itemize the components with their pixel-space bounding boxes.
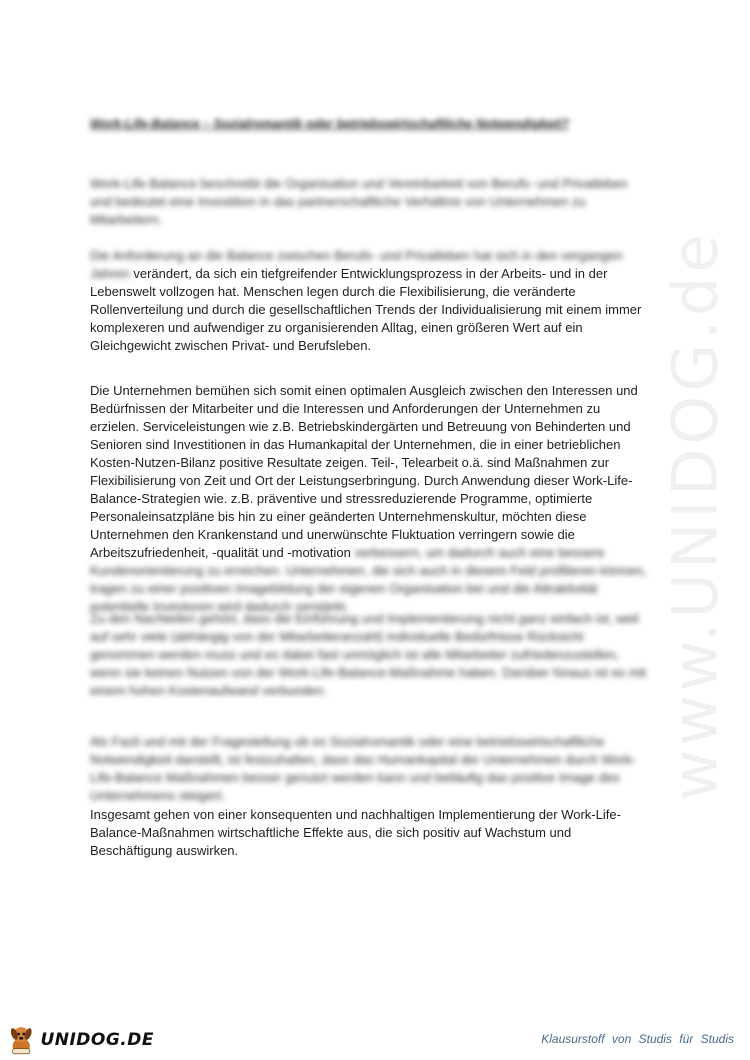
logo-text: UNIDOG.DE — [40, 1030, 154, 1050]
paragraph-conclusion: Als Fazit und mit der Fragestellung ob es Sozialromantik oder eine betriebswirtschaftliche Notwendigkeit darstellt, ist festzuhalten, dass das Humankapital der Unternehmen durch Work-Life-Balance Maßnahmen besser genutzt werden kann und beiläufig das positive Image des Unternehmens steigert. — [90, 734, 637, 803]
paragraph-requirements-text: verändert, da sich ein tiefgreifender Entwicklungsprozess in der Arbeits- und in der Lebenswelt vollzogen hat. Menschen legen durch die Flexibilisierung, die veränderte Rollenverteilung und durch die gesellschaftlichen Trends der Individualisierung mit einem immer komplexeren und aufwendiger zu organisierenden Alltag, einen größeren Wert auf ein Gleichgewicht zwischen Privat- und Berufsleben. — [90, 266, 642, 353]
paragraph-companies-blurred-text: verbessern, um dadurch auch eine bessere Kundenorientierung zu erreichen. Unternehmen, die sich auch in diesem Feld profilieren können, tragen zu einer positiven Imagebildung der eigenen Organisation bei und die Attraktivität potentielle Investoren wird dadurch verstärkt. — [90, 545, 647, 614]
paragraph-companies-text: Die Unternehmen bemühen sich somit einen optimalen Ausgleich zwischen den Interessen und Bedürfnissen der Mitarbeiter und die Interessen und Anforderungen der Unternehmen zu erzielen. Serviceleistungen wie z.B. Betriebskindergärten und Betreuung von Behinderten und Senioren sind Investitionen in das Humankapital der Unternehmen, die in einer betrieblichen Kosten-Nutzen-Bilanz positive Resultate zeigen. Teil-, Telearbeit o.ä. sind Maßnahmen zur Flexibilisierung von Zeit und Ort der Leistungserbringung. Durch Anwendung dieser Work-Life-Balance-Strategien wie. z.B. präventive und stressreduzierende Programme, optimierte Personaleinsatzpläne bis hin zu einer geänderten Unternehmenskultur, möchten diese Unternehmen den Krankenstand und unerwünschte Fluktuation verringern sowie die Arbeitszufriedenheit, -qualität und -motivation — [90, 383, 638, 560]
paragraph-requirements — [90, 247, 650, 355]
dog-mascot-icon — [4, 1020, 38, 1060]
unidog-logo[interactable] — [4, 1020, 154, 1060]
document-title: Work-Life-Balance – Sozialromantik oder betriebswirtschaftliche Notwendigkeit? — [90, 117, 570, 131]
watermark: www.UNIDOG.de — [658, 230, 732, 800]
paragraph-intro: Work-Life-Balance beschreibt die Organisation und Vereinbarkeit von Berufs- und Privatleben und bedeutet eine Investition in das partnerschaftliche Verhältnis von Unternehmen zu Mitarbeitern. — [90, 176, 628, 227]
paragraph-disadvantages: Zu den Nachteilen gehört, dass die Einführung und Implementierung nicht ganz einfach ist, weil auf sehr viele (abhängig von der Mitarbeiteranzahl) individuelle Bedürfnisse Rücksicht genommen werden muss und es dabei fast unmöglich ist alle Mitarbeiter zufriedenzustellen, wenn sie keinen Nutzen von der Work-Life-Balance-Maßnahme haben. Darüber hinaus ist es mit einem hohen Kostenaufwand verbunden. — [90, 611, 647, 698]
paragraph-requirements-blurred-line: Die Anforderung an die Balance zwischen Berufs- und Privatleben hat sich in den vergangen Jahren — [90, 248, 623, 281]
paragraph-companies — [90, 382, 650, 616]
paragraph-summary: Insgesamt gehen von einer konsequenten und nachhaltigen Implementierung der Work-Life-Balance-Maßnahmen wirtschaftliche Effekte aus, die sich positiv auf Wachstum und Beschäftigung auswirken. — [90, 807, 621, 858]
footer-tagline: Klausurstoff von Studis für Studis — [541, 1032, 734, 1046]
